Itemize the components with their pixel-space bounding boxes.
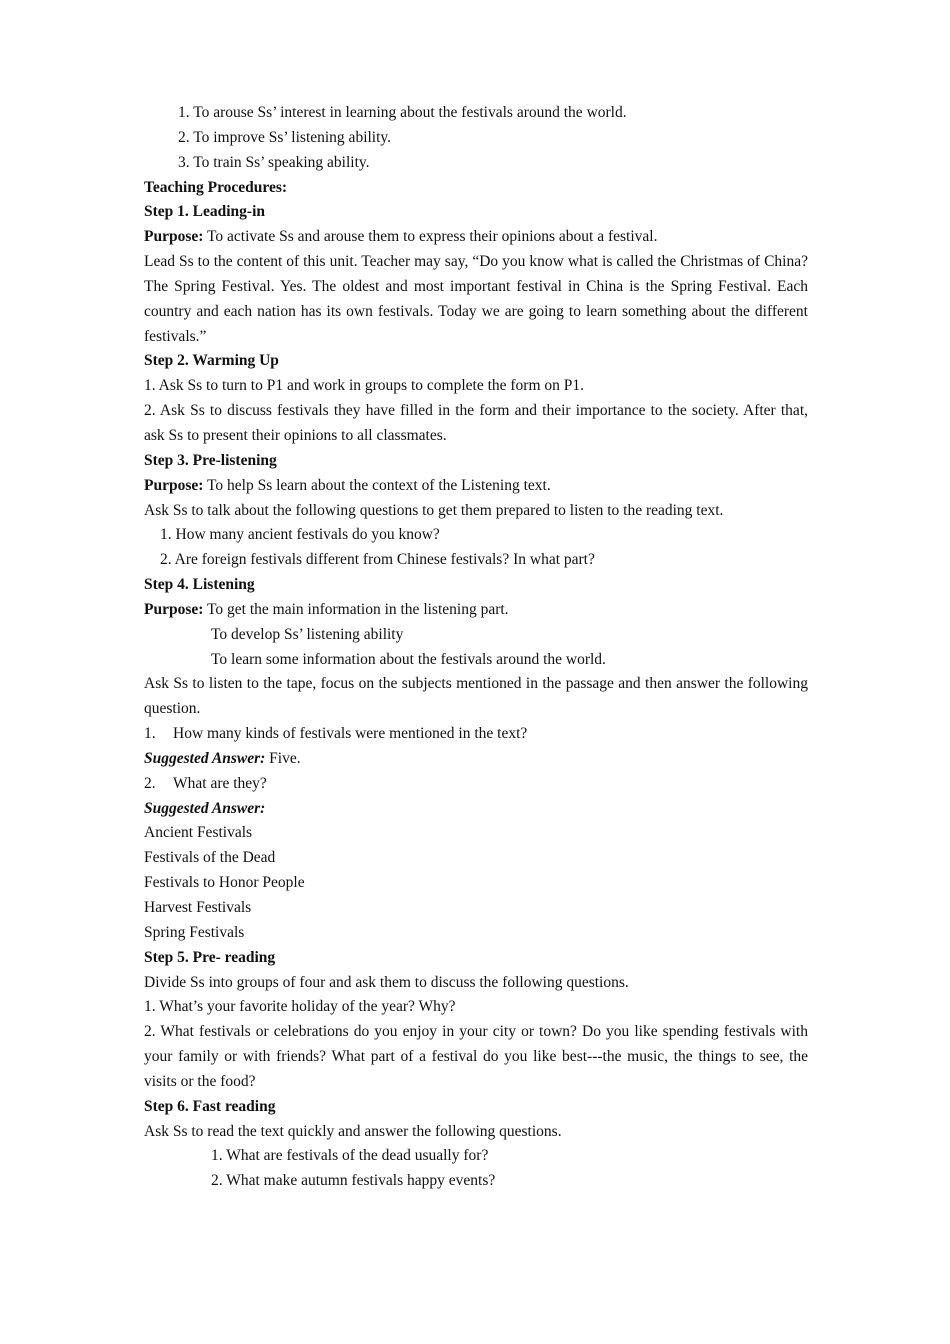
step1-heading: Step 1. Leading-in — [144, 203, 266, 221]
step2-item-2: 2. Ask Ss to discuss festivals they have filled in the form and their importance to the society. After that, ask Ss to present their opinions to all classmates. — [144, 402, 808, 444]
step6-heading: Step 6. Fast reading — [144, 1097, 276, 1115]
teaching-procedures-heading: Teaching Procedures: — [144, 178, 288, 196]
festival-item: Festivals of the Dead — [144, 849, 276, 867]
question-number: 1. — [144, 725, 156, 743]
objective-1: 1. To arouse Ss’ interest in learning about the festivals around the world. — [178, 104, 627, 121]
step4-answer-2-label: Suggested Answer: — [144, 799, 266, 817]
purpose-text: To help Ss learn about the context of the Listening text. — [203, 476, 551, 494]
answer-text: Five. — [265, 749, 301, 767]
step6-question-2: 2. What make autumn festivals happy events? — [211, 1172, 496, 1190]
step6-intro: Ask Ss to read the text quickly and answer the following questions. — [144, 1122, 562, 1140]
step4-intro: Ask Ss to listen to the tape, focus on the subjects mentioned in the passage and then answer the following question. — [144, 675, 808, 718]
purpose-label: Purpose: — [144, 476, 204, 494]
step5-intro: Divide Ss into groups of four and ask them to discuss the following questions. — [144, 973, 629, 991]
festival-item: Festivals to Honor People — [144, 874, 305, 892]
step4-heading: Step 4. Listening — [144, 576, 255, 594]
festival-item: Spring Festivals — [144, 923, 245, 941]
step1-paragraph: Lead Ss to the content of this unit. Teacher may say, “Do you know what is called the Christmas of China? The Spring Festival. Yes. The oldest and most important festival in China is the Spring Festival. Each country and each nation has its own festivals. Today we are going to learn something about the different festivals.” — [144, 253, 808, 345]
lesson-plan-body — [144, 101, 808, 1194]
step4-question-1 — [144, 722, 808, 747]
question-text: How many kinds of festivals were mentioned in the text? — [173, 725, 528, 743]
suggested-answer-label: Suggested Answer: — [144, 749, 266, 767]
objective-2: 2. To improve Ss’ listening ability. — [178, 128, 392, 146]
step4-purpose-2: To develop Ss’ listening ability — [211, 625, 404, 643]
step4-question-2 — [144, 772, 808, 797]
step3-question-2: 2. Are foreign festivals different from Chinese festivals? In what part? — [160, 551, 595, 569]
purpose-text: To activate Ss and arouse them to express their opinions about a festival. — [203, 228, 658, 246]
step5-question-2: 2. What festivals or celebrations do you enjoy in your city or town? Do you like spending festivals with your family or with friends? What part of a festival do you like best---the music, the things to see, the visits or the food? — [144, 1023, 808, 1090]
step4-answer-1 — [144, 747, 808, 772]
question-number: 2. — [144, 774, 156, 792]
question-text: What are they? — [173, 774, 267, 792]
step2-heading: Step 2. Warming Up — [144, 352, 279, 370]
step5-heading: Step 5. Pre- reading — [144, 948, 276, 966]
step2-item-1: 1. Ask Ss to turn to P1 and work in groups to complete the form on P1. — [144, 377, 585, 395]
objective-3: 3. To train Ss’ speaking ability. — [178, 153, 370, 171]
step3-purpose — [144, 474, 808, 499]
step3-heading: Step 3. Pre-listening — [144, 451, 277, 469]
purpose-text: To get the main information in the listening part. — [203, 600, 509, 618]
step5-question-1: 1. What’s your favorite holiday of the year? Why? — [144, 998, 456, 1016]
festival-item: Harvest Festivals — [144, 899, 252, 916]
step1-purpose — [144, 225, 808, 250]
step3-question-1: 1. How many ancient festivals do you know? — [160, 526, 440, 544]
step4-purpose-3: To learn some information about the festivals around the world. — [211, 650, 606, 668]
purpose-label: Purpose: — [144, 228, 204, 246]
purpose-label: Purpose: — [144, 600, 204, 618]
step6-question-1: 1. What are festivals of the dead usually for? — [211, 1147, 489, 1165]
step3-intro: Ask Ss to talk about the following questions to get them prepared to listen to the reading text. — [144, 501, 724, 519]
festival-item: Ancient Festivals — [144, 824, 253, 842]
step4-purpose — [144, 598, 808, 623]
